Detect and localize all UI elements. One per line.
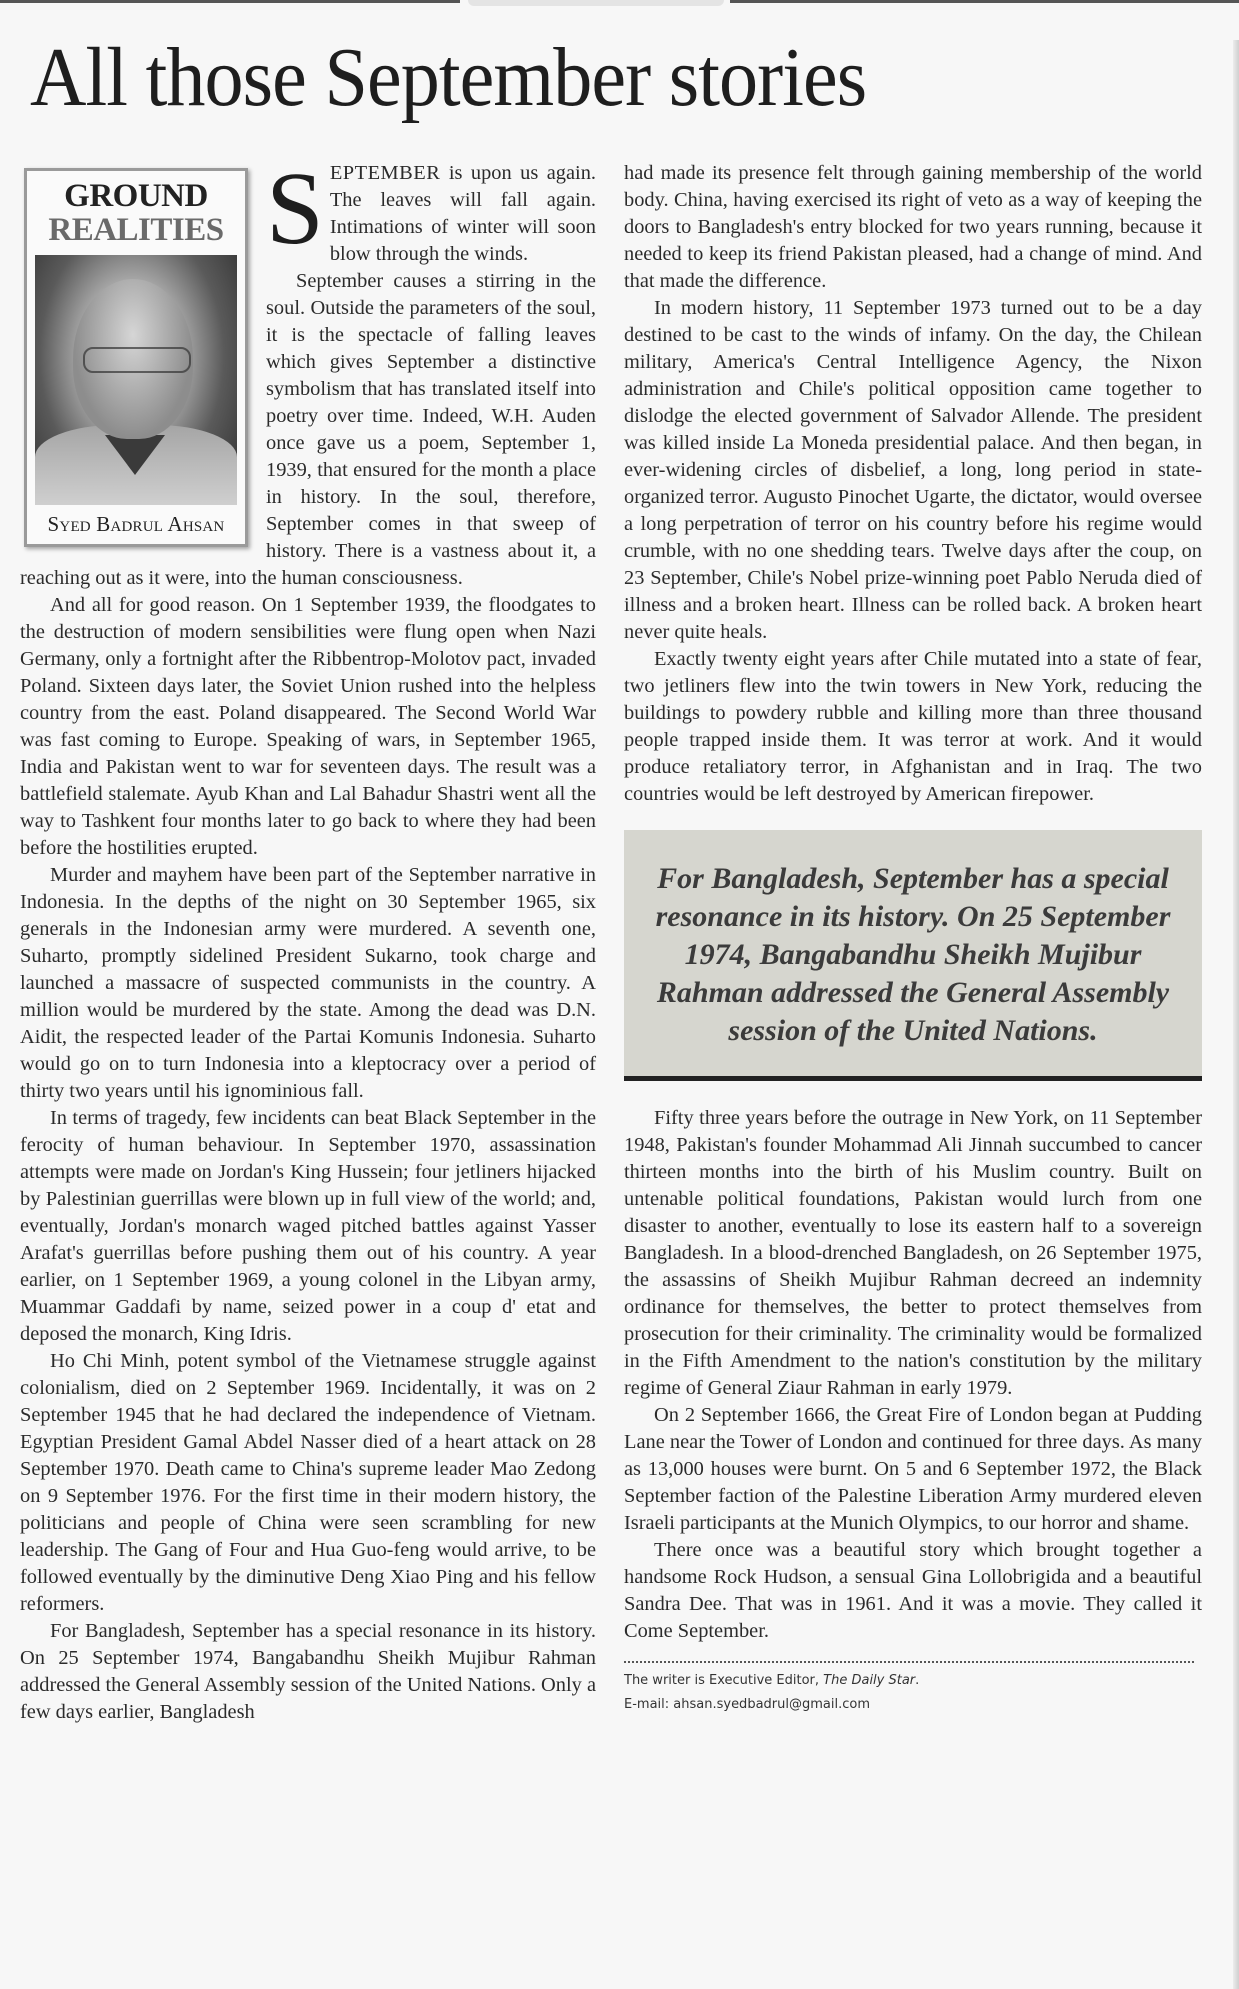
column-title-line2: REALITIES [48,212,224,248]
body-paragraph: There once was a beautiful story which brought together a handsome Rock Hudson, a sensual Gina Lollobrigida and a beautiful Sandra Dee. That was in 1961. And it was a movie. They called it Come September. [624,1539,1202,1642]
top-rule [730,0,1239,3]
lead-text: is upon us again. The leaves will fall again. Intimations of winter will soon blow through the winds. [329,162,596,265]
column-byline-box [24,168,248,547]
section-tab [468,0,724,6]
photo-glasses [83,347,191,373]
email-address[interactable]: ahsan.syedbadrul@gmail.com [673,1697,870,1712]
body-paragraph: And all for good reason. On 1 September 1939, the floodgates to the destruction of modern sensibilities were flung open when Nazi Germany, only a fortnight after the Ribbentrop-Molotov pact, invaded Poland. Sixteen days later, the Soviet Union rushed into the helpless country from the east. Poland disappeared. The Second World War was fast coming to Europe. Speaking of wars, in September 1965, India and Pakistan went to war for seventeen days. The result was a battlefield stalemate. Ayub Khan and Lal Bahadur Shastri went all the way to Tashkent four months later to go back to where they had been before the hostilities erupted. [20,594,596,859]
lead-caps: EPTEMBER [329,162,441,184]
body-paragraph: In terms of tragedy, few incidents can beat Black September in the ferocity of human behaviour. In September 1970, assassination attempts were made on Jordan's King Hussein; four jetliners hijacked by Palestinian guerrillas were blown up in full view of the world; and, eventually, Jordan's monarch waged pitched battles against Yasser Arafat's guerrillas before pushing them out of his country. A year earlier, on 1 September 1969, a young colonel in the Libyan army, Muammar Gaddafi by name, seized power in a coup d' etat and deposed the monarch, King Idris. [20,1107,596,1345]
article-column-left [20,151,596,1726]
writer-prefix: The writer is Executive Editor, [624,1673,824,1688]
email-line [624,1693,1202,1717]
writer-note [624,1669,1202,1693]
body-paragraph: Exactly twenty eight years after Chile mutated into a state of fear, two jetliners flew into the twin towers in New York, reducing the buildings to powdery rubble and killing more than three thousand people trapped inside them. It was terror at work. And it would produce retaliatory terror, in Afghanistan and in Iraq. The two countries would be left destroyed by American firepower. [624,648,1202,805]
publication-name: The Daily Star [823,1673,916,1688]
body-paragraph-continued: had made its presence felt through gaining membership of the world body. China, having exercised its right of veto as a way of keeping the doors to Bangladesh's entry blocked for two years running, because it needed to keep its friend Pakistan pleased, had a change of mind. And that made the difference. [624,162,1202,292]
body-paragraph: On 2 September 1666, the Great Fire of London began at Pudding Lane near the Tower of London and continued for three days. As many as 13,000 houses were burnt. On 5 and 6 September 1972, the Black September faction of the Palestine Liberation Army murdered eleven Israeli participants at the Munich Olympics, to our horror and shame. [624,1404,1202,1534]
headline: All those September stories [30,31,867,124]
body-paragraph: For Bangladesh, September has a special resonance in its history. On 25 September 1974, Bangabandhu Sheikh Mujibur Rahman addressed the General Assembly session of the United Nations. Only a few days earlier, Bangladesh [20,1620,596,1723]
footer-divider [624,1661,1194,1663]
column-title-line1: GROUND [64,178,208,214]
body-paragraph: In modern history, 11 September 1973 turned out to be a day destined to be cast to the winds of infamy. On the day, the Chilean military, America's Central Intelligence Agency, the Nixon administration and Chile's political opposition came together to dislodge the elected government of Salvador Allende. The president was killed inside La Moneda presidential palace. And then began, in ever-widening circles of disbelief, a long, long period in state-organized terror. Augusto Pinochet Ugarte, the dictator, would oversee a long perpetration of terror on his country before his regime would crumble, with no one shedding tears. Twelve days after the coup, on 23 September, Chile's Nobel prize-winning poet Pablo Neruda died of illness and a broken heart. Illness can be rolled back. A broken heart never quite heals. [624,297,1202,643]
drop-cap: S [266,151,324,266]
body-paragraph: Fifty three years before the outrage in New York, on 11 September 1948, Pakistan's founder Mohammad Ali Jinnah succumbed to cancer thirteen months into the birth of his Muslim country. Built on untenable political foundations, Pakistan would lurch from one disaster to another, eventually to lose its eastern half to a sovereign Bangladesh. In a blood-drenched Bangladesh, on 26 September 1975, the assassins of Sheikh Mujibur Rahman decreed an indemnity ordinance for themselves, the better to protect themselves from prosecution for their criminality. The criminality would be formalized in the Fifth Amendment to the nation's constitution by the military regime of General Ziaur Rahman in early 1979. [624,1107,1202,1399]
pull-quote: For Bangladesh, September has a special resonance in its history. On 25 September 1974, Bangabandhu Sheikh Mujibur Rahman addressed the General Assembly session of the United Nations. [624,830,1202,1081]
body-paragraph: September causes a stirring in the soul. Outside the parameters of the soul, it is the spectacle of falling leaves which gives September a distinctive symbolism that has translated itself into poetry over time. Indeed, W.H. Auden once gave us a poem, September 1, 1939, that ensured for the month a place in history. In the soul, therefore, September comes in that sweep of history. There is a vastness about it, a reaching out as it were, into the human consciousness. [20,270,596,589]
article-column-right [624,160,1202,1717]
writer-suffix: . [915,1673,920,1688]
top-rule [0,0,460,3]
body-paragraph: Murder and mayhem have been part of the September narrative in Indonesia. In the depths of the night on 30 September 1965, six generals in the Indonesian army were murdered. A seventh one, Suharto, promptly sidelined President Sukarno, took charge and launched a massacre of suspected communists in the country. A million would be murdered by the state. Among the dead was D.N. Aidit, the respected leader of the Partai Komunis Indonesia. Suharto would go on to turn Indonesia into a kleptocracy over a period of thirty two years until his ignominious fall. [20,864,596,1102]
body-paragraph: Ho Chi Minh, potent symbol of the Vietnamese struggle against colonialism, died on 2 September 1969. Incidentally, it was on 2 September 1945 that he had declared the independence of Vietnam. Egyptian President Gamal Abdel Nasser died of a heart attack on 28 September 1970. Death came to China's supreme leader Mao Zedong on 9 September 1976. For the first time in their modern history, the politicians and people of China were seen scrambling for new leadership. The Gang of Four and Hua Guo-feng would arrive, to be followed eventually by the diminutive Deng Xiao Ping and his fellow reformers. [20,1350,596,1615]
page-edge-shadow [1233,40,1239,1989]
author-photo [35,255,237,505]
author-name: Syed Badrul Ahsan [47,512,225,536]
email-label: E-mail: [624,1697,674,1712]
